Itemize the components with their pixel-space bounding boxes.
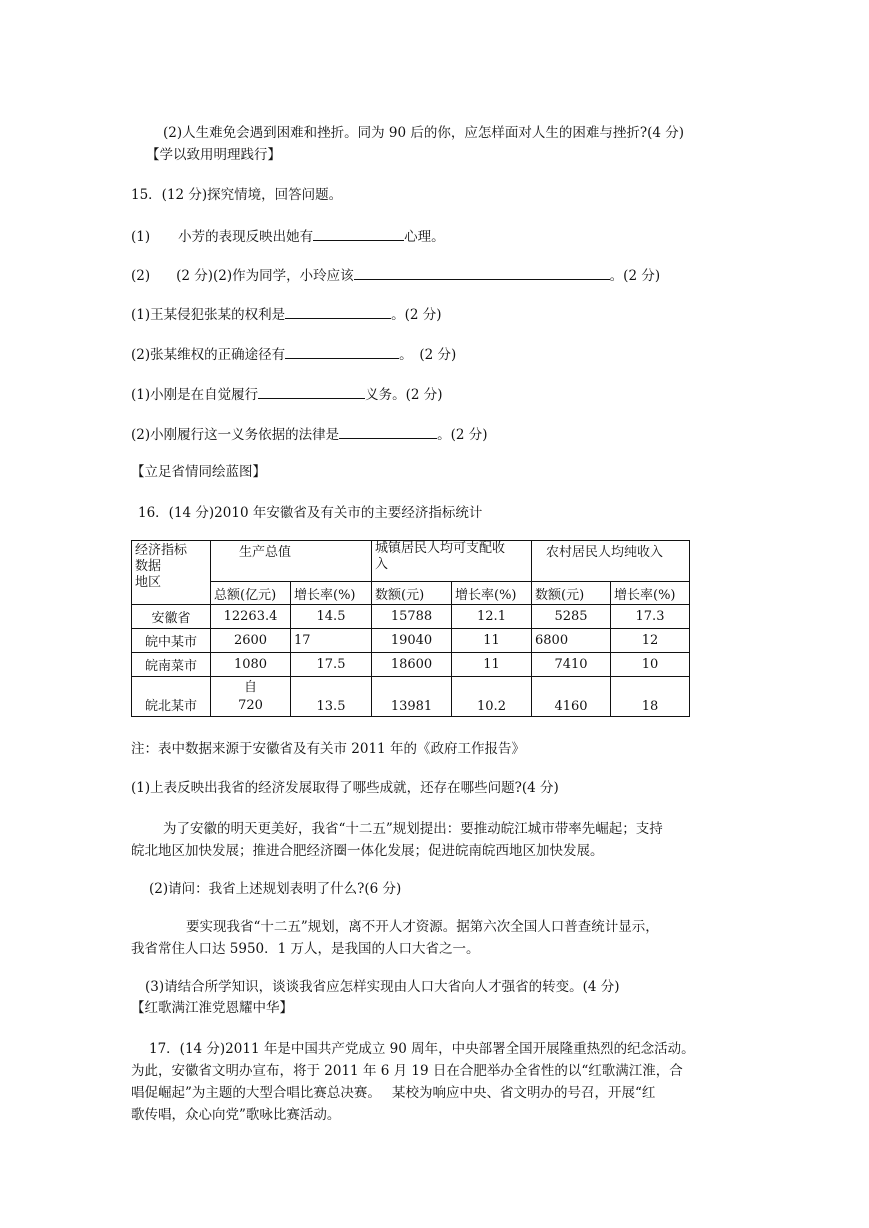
q15-item-3: [131, 304, 442, 324]
cell-gdp: 12263.4: [211, 605, 291, 629]
cell-gdp-growth: 13.5: [291, 677, 372, 717]
table-header-row: [132, 541, 690, 582]
answer-blank: [313, 226, 404, 241]
item-number: (2): [131, 268, 151, 284]
subheader-amount: 数额(元): [372, 582, 452, 605]
q15-item-4: [131, 344, 456, 364]
table-row: [132, 653, 690, 677]
item-text-end: 。(2 分): [437, 427, 488, 443]
row-region: 皖南菜市: [132, 653, 211, 677]
item-text-end: 。(2 分): [609, 268, 661, 284]
answer-blank: [339, 424, 437, 439]
row-region: 安徽省: [132, 605, 211, 629]
economic-indicator-table: [131, 540, 690, 717]
cell-value: 720: [238, 697, 263, 713]
table-subheader-row: [132, 582, 690, 605]
answer-blank: [285, 344, 399, 359]
q15-item-1: [131, 226, 445, 246]
section-heading-apply: 【学以致用明理践行】: [146, 147, 281, 163]
q17-line2: 为此，安徽省文明办宣布，将于 2011 年 6 月 19 日在合肥举办全省性的以“红歌满江淮，合: [131, 1063, 683, 1079]
item-text-end: 。(2 分): [391, 307, 442, 323]
cell-gdp-growth: 17.5: [291, 653, 372, 677]
header-urban-income: [372, 541, 532, 582]
cell-gdp-growth: 14.5: [291, 605, 372, 629]
item-text: 小芳的表现反映出她有: [178, 229, 314, 245]
cell-urban: 18600: [372, 653, 452, 677]
answer-blank: [354, 265, 610, 280]
header-corner-cell: [132, 541, 211, 605]
header-rural-income: 农村居民人均纯收入: [532, 541, 690, 582]
item-text: (2)张某维权的正确途径有: [131, 347, 286, 363]
context-paragraph-2-line1: 要实现我省“十二五”规划，离不开人才资源。据第六次全国人口普查统计显示，: [186, 919, 659, 935]
subheader-growth: 增长率(%): [291, 582, 372, 605]
cell-rural: 7410: [532, 653, 611, 677]
answer-blank: [285, 304, 391, 319]
q17-line1: 17．(14 分)2011 年是中国共产党成立 90 周年，中央部署全国开展隆重热烈的纪念活动。: [149, 1041, 695, 1057]
header-gdp: 生产总值: [211, 541, 372, 582]
cell-urban: 19040: [372, 629, 452, 653]
answer-blank: [258, 384, 365, 399]
q16-part1: (1)上表反映出我省的经济发展取得了哪些成就，还存在哪些问题?(4 分): [131, 780, 559, 796]
cell-urban: 13981: [372, 677, 452, 717]
q15-item-5: [131, 384, 443, 404]
subheader-amount: 数额(元): [532, 582, 611, 605]
item-text-end: 。 (2 分): [399, 347, 457, 363]
cell-rural-growth: 18: [611, 677, 690, 717]
subheader-growth: 增长率(%): [611, 582, 690, 605]
cell-urban-growth: 12.1: [452, 605, 532, 629]
cell-gdp-growth: 17: [291, 629, 372, 653]
cell-rural-growth: 10: [611, 653, 690, 677]
cell-urban-growth: 10.2: [452, 677, 532, 717]
item-text: (2)小刚履行这一义务依据的法律是: [131, 427, 340, 443]
header-urban-line2: 入: [375, 557, 389, 572]
context-paragraph-1-line2: 皖北地区加快发展；推进合肥经济圈一体化发展；促进皖南皖西地区加快发展。: [131, 843, 604, 859]
cell-gdp: 2600: [211, 629, 291, 653]
cell-rural: 4160: [532, 677, 611, 717]
row-region: 皖中某市: [132, 629, 211, 653]
cell-note: 自: [243, 679, 257, 695]
header-data: 数据: [135, 559, 162, 574]
table-source-note: 注：表中数据来源于安徽省及有关市 2011 年的《政府工作报告》: [131, 741, 525, 757]
item-text: (1)王某侵犯张某的权利是: [131, 307, 286, 323]
section-heading-province: 【立足省情同绘蓝图】: [131, 464, 266, 480]
context-paragraph-1-line1: 为了安徽的明天更美好，我省“十二五”规划提出：要推动皖江城市带率先崛起；支持: [163, 821, 663, 837]
cell-rural: 6800: [532, 629, 611, 653]
cell-urban-growth: 11: [452, 629, 532, 653]
row-region: 皖北某市: [132, 677, 211, 717]
cell-gdp: 1080: [211, 653, 291, 677]
cell-urban: 15788: [372, 605, 452, 629]
item-text: (2 分)(2)作为同学，小玲应该: [176, 268, 354, 284]
cell-rural-growth: 17.3: [611, 605, 690, 629]
subheader-total: 总额(亿元): [211, 582, 291, 605]
q16-part3: (3)请结合所学知识，谈谈我省应怎样实现由人口大省向人才强省的转变。(4 分): [145, 979, 620, 995]
q15-title: 15．(12 分)探究情境，回答问题。: [131, 187, 343, 203]
item-number: (1): [131, 229, 151, 245]
q16-title: 16．(14 分)2010 年安徽省及有关市的主要经济指标统计: [138, 505, 483, 521]
cell-gdp: [211, 677, 291, 717]
q14-part2: (2)人生难免会遇到困难和挫折。同为 90 后的你，应怎样面对人生的困难与挫折?(4 分): [163, 125, 685, 141]
section-heading-red-songs: 【红歌满江淮党恩耀中华】: [131, 1000, 293, 1016]
cell-rural-growth: 12: [611, 629, 690, 653]
q16-part2: (2)请问：我省上述规划表明了什么?(6 分): [149, 881, 402, 897]
header-urban-line1: 城镇居民人均可支配收: [375, 541, 506, 556]
q15-item-2: [131, 265, 660, 285]
item-text-end: 义务。(2 分): [365, 387, 443, 403]
header-region: 地区: [135, 575, 162, 590]
item-text-end: 心理。: [404, 229, 445, 245]
table-row: [132, 677, 690, 717]
subheader-growth: 增长率(%): [452, 582, 532, 605]
table-row: [132, 629, 690, 653]
item-text: (1)小刚是在自觉履行: [131, 387, 259, 403]
q17-line4: 歌传唱，众心向党”歌咏比赛活动。: [131, 1107, 341, 1123]
q15-item-6: [131, 424, 488, 444]
context-paragraph-2-line2: 我省常住人口达 5950．1 万人，是我国的人口大省之一。: [131, 941, 480, 957]
q17-line3: 唱促崛起”为主题的大型合唱比赛总决赛。 某校为响应中央、省文明办的号召，开展“红: [131, 1085, 656, 1101]
cell-rural: 5285: [532, 605, 611, 629]
cell-urban-growth: 11: [452, 653, 532, 677]
header-indicator: 经济指标: [135, 543, 188, 558]
table-row: [132, 605, 690, 629]
